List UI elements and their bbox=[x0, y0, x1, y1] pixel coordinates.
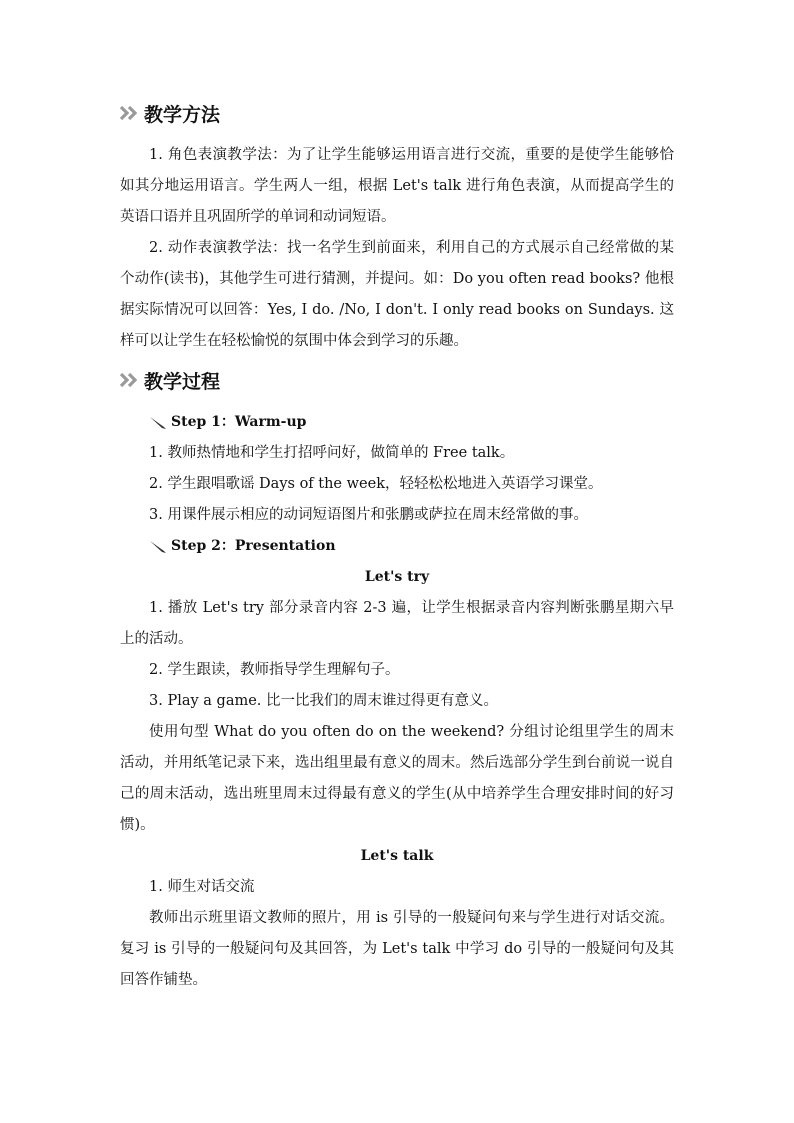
step-label: Step 2：Presentation bbox=[171, 538, 336, 554]
paragraph: 教师出示班里语文教师的照片，用 is 引导的一般疑问句来与学生进行对话交流。复习 is 引导的一般疑问句及其回答，为 Let's talk 中学习 do 引导的一般疑问句及其回答作铺垫。 bbox=[120, 910, 674, 988]
section-title-text: 教学方法 bbox=[144, 103, 221, 126]
list-item: 1. 师生对话交流 bbox=[149, 879, 255, 895]
step-label: Step 1：Warm-up bbox=[171, 414, 307, 430]
list-item: 1. 教师热情地和学生打招呼问好，做简单的 Free talk。 bbox=[149, 445, 515, 461]
double-chevron-icon bbox=[120, 372, 142, 388]
section-title-methods bbox=[120, 98, 674, 128]
section-title-text: 教学过程 bbox=[144, 370, 221, 393]
step-heading bbox=[120, 407, 674, 438]
list-item: 1. 播放 Let's try 部分录音内容 2-3 遍，让学生根据录音内容判断张鹏星期六早上的活动。 bbox=[120, 600, 674, 647]
paragraph: 使用句型 What do you often do on the weekend? 分组讨论组里学生的周末活动，并用纸笔记录下来，选出组里最有意义的周末。然后选部分学生到台前说一说自己的周末活动，选出班里周末过得最有意义的学生(从中培养学生合理安排时间的好习惯)。 bbox=[120, 724, 674, 833]
paragraph: 2. 动作表演教学法：找一名学生到前面来，利用自己的方式展示自己经常做的某个动作(读书)，其他学生可进行猜测，并提问。如：Do you often read books? 他根据实际情况可以回答：Yes, I do. /No, I don't. I only read books on Sundays. 这样可以让学生在轻松愉悦的氛围中体会到学习的乐趣。 bbox=[120, 240, 674, 349]
list-item: 2. 学生跟读，教师指导学生理解句子。 bbox=[149, 662, 400, 678]
pen-icon bbox=[149, 416, 167, 430]
subheading-lets-try: Let's try bbox=[364, 569, 430, 585]
list-item: 3. Play a game. 比一比我们的周末谁过得更有意义。 bbox=[149, 693, 499, 709]
pen-icon bbox=[149, 540, 167, 554]
subheading-lets-talk: Let's talk bbox=[360, 848, 434, 864]
paragraph: 1. 角色表演教学法：为了让学生能够运用语言进行交流，重要的是使学生能够恰如其分地运用语言。学生两人一组，根据 Let's talk 进行角色表演，从而提高学生的英语口语并且巩固所学的单词和动词短语。 bbox=[120, 147, 674, 225]
double-chevron-icon bbox=[120, 105, 142, 121]
document-content bbox=[120, 98, 674, 996]
section-title-process bbox=[120, 365, 674, 395]
step-heading bbox=[120, 531, 674, 562]
list-item: 3. 用课件展示相应的动词短语图片和张鹏或萨拉在周末经常做的事。 bbox=[149, 507, 588, 523]
list-item: 2. 学生跟唱歌谣 Days of the week，轻轻松松地进入英语学习课堂。 bbox=[149, 476, 603, 492]
